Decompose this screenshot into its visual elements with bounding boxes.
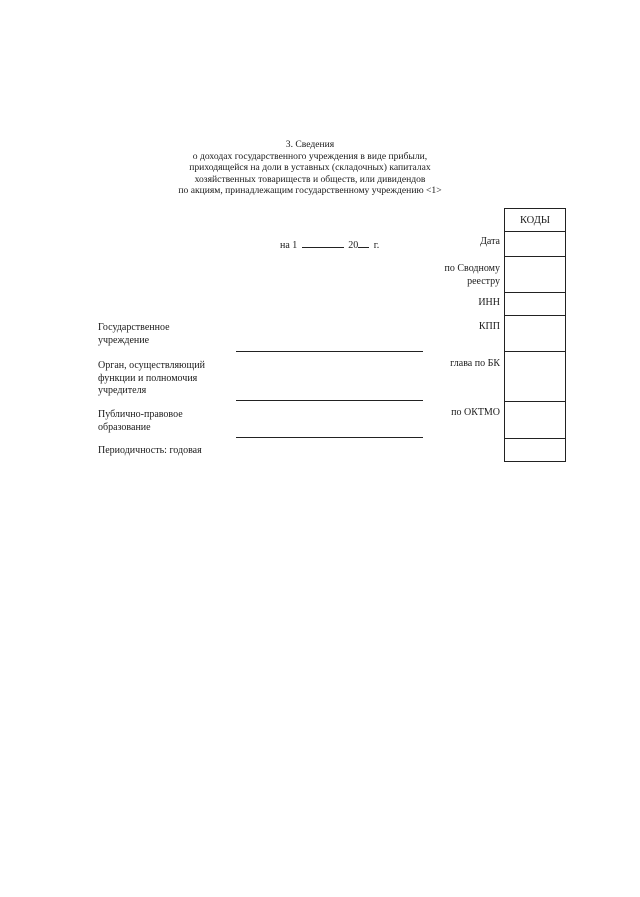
label-public-entity xyxy=(98,409,183,434)
public-entity-field[interactable] xyxy=(236,437,423,438)
code-cell-kpp[interactable] xyxy=(505,316,566,352)
heading-title: 3. Сведения xyxy=(285,139,335,150)
date-year-prefix: 20 xyxy=(348,240,359,251)
label-public-entity-line: образование xyxy=(98,421,151,433)
label-inn: ИНН xyxy=(478,297,500,308)
form-heading xyxy=(150,139,470,197)
heading-line: о доходах государственного учреждения в виде прибыли, xyxy=(192,150,428,162)
label-bk: глава по БК xyxy=(450,358,500,369)
heading-line: приходящейся на доли в уставных (складочных) капиталах xyxy=(189,162,431,174)
label-registry-line: по Сводному xyxy=(444,263,500,274)
label-authority-line: Орган, осуществляющий xyxy=(98,360,205,371)
label-authority-line: функции и полномочия xyxy=(98,372,198,384)
authority-field[interactable] xyxy=(236,400,423,401)
label-authority-line: учредителя xyxy=(98,385,147,396)
code-cell-date[interactable] xyxy=(505,232,566,257)
label-oktmo: по ОКТМО xyxy=(451,407,500,418)
label-periodicity: Периодичность: годовая xyxy=(98,445,202,456)
code-cell-periodicity[interactable] xyxy=(505,439,566,462)
label-authority xyxy=(98,360,205,398)
report-date-line xyxy=(280,238,379,251)
code-cell-bk[interactable] xyxy=(505,352,566,402)
code-cell-registry[interactable] xyxy=(505,257,566,293)
label-registry-line: реестру xyxy=(467,275,500,287)
label-kpp: КПП xyxy=(478,321,500,332)
code-cell-oktmo[interactable] xyxy=(505,402,566,439)
date-suffix: г. xyxy=(373,240,380,251)
label-institution-line: Государственное xyxy=(98,322,170,333)
label-registry xyxy=(445,263,500,288)
heading-line: хозяйственных товариществ и обществ, или дивидендов xyxy=(194,173,426,185)
date-year-blank[interactable] xyxy=(358,238,369,248)
label-public-entity-line: Публично-правовое xyxy=(98,409,183,420)
label-institution-line: учреждение xyxy=(98,334,150,346)
codes-header: КОДЫ xyxy=(505,209,566,232)
code-cell-inn[interactable] xyxy=(505,293,566,316)
label-institution xyxy=(98,322,170,347)
codes-table xyxy=(504,208,566,462)
date-prefix: на 1 xyxy=(280,240,298,251)
label-date: Дата xyxy=(480,236,500,247)
date-day-month-blank[interactable] xyxy=(302,238,344,248)
institution-field[interactable] xyxy=(236,351,423,352)
heading-line: по акциям, принадлежащим государственному учреждению <1> xyxy=(178,185,442,197)
